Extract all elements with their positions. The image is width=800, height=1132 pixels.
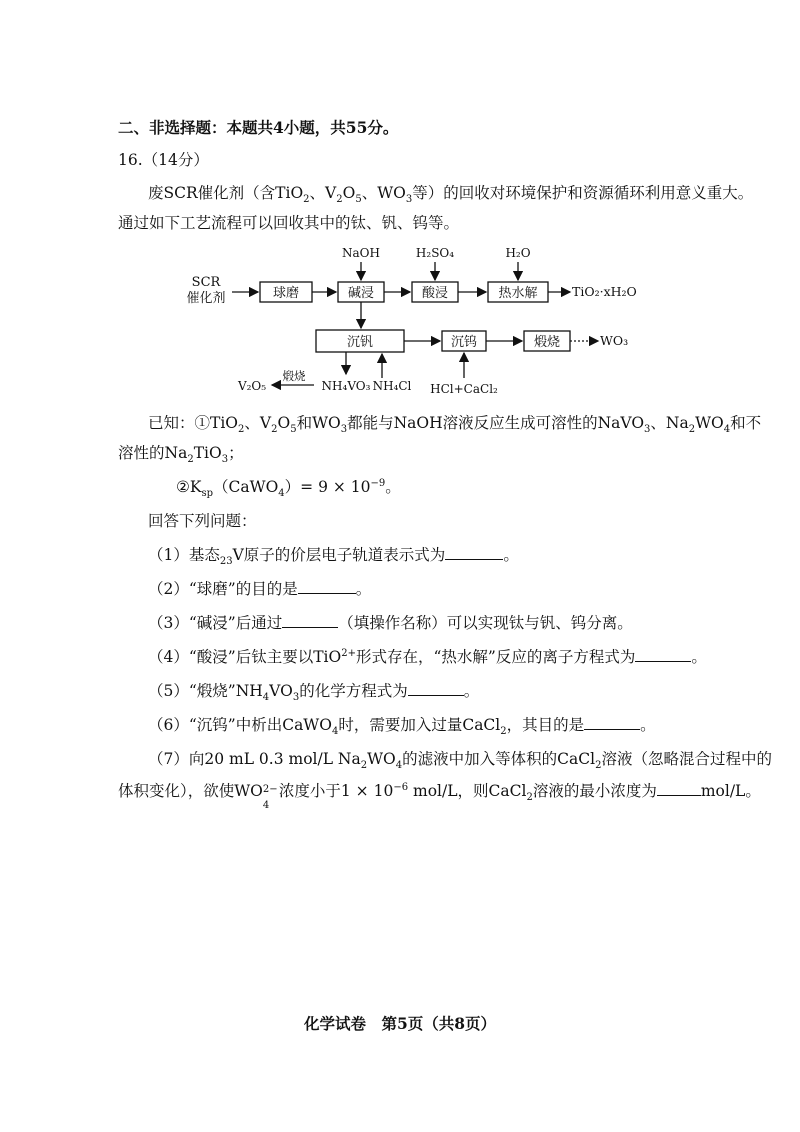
product-tio2: TiO₂·xH₂O [572,284,637,299]
answer-blank-2[interactable] [298,579,356,594]
section-title: 二、非选择题：本题共4小题，共55分。 [118,118,399,137]
label-alkali-leach: 碱浸 [347,286,375,301]
answer-blank-6[interactable] [584,715,640,730]
process-flow-diagram [170,240,650,400]
feed-label-1: SCR [191,275,221,290]
answer-prompt: 回答下列问题： [148,512,257,530]
answer-blank-1[interactable] [445,545,503,560]
label-precip-w: 沉钨 [450,335,478,350]
item-1: （1）基态$_{23}$V原子的价层电子轨道表示式为 。 [148,546,519,568]
item-4: （4）“酸浸”后钛主要以TiO$^{2+}$形式存在，“热水解”反应的离子方程式为 。 [148,647,707,666]
known-line-1: 已知：①TiO$_2$、$V_2O_5$和$WO_3$都能与NaOH溶液反应生成可溶性的NaVO$_3$、$Na_2WO_4$和不 [148,414,762,436]
answer-blank-4[interactable] [635,647,691,662]
answer-blank-3[interactable] [282,613,338,628]
item-3: （3）“碱浸”后通过 （填操作名称）可以实现钛与钒、钨分离。 [148,614,633,632]
label-hydrolysis: 热水解 [498,286,538,301]
product-v2o5: V₂O₅ [237,379,267,393]
intro-line-1: 废SCR催化剂（含TiO$_2$、$V_2O_5$、$WO_3$等）的回收对环境保护和资源循环利用意义重大。 [148,184,754,206]
label-acid-leach: 酸浸 [421,286,449,301]
product-wo3: WO₃ [600,333,629,348]
item-6: （6）“沉钨”中析出CaWO$_4$时，需要加入过量CaCl$_2$，其目的是 。 [148,716,656,738]
answer-blank-5[interactable] [408,681,464,696]
item-2: （2）“球磨”的目的是 。 [148,580,372,598]
reagent-nh4cl: NH₄Cl [372,379,412,393]
product-nh4vo3: NH₄VO₃ [321,379,371,393]
page-footer: 化学试卷 第5页（共8页） [303,1014,497,1033]
label-calcine-v: 煅烧 [282,369,306,383]
intro-line-2: 通过如下工艺流程可以回收其中的钛、钒、钨等。 [118,214,460,232]
reagent-h2so4: H₂SO₄ [415,246,455,260]
known-line-2: 溶性的$Na_2TiO_3$； [118,444,244,466]
ksp-line: $②K_{sp}(CaWO_4)= 9 \times 10^{-9}$。 [176,477,401,500]
item-7-line-2: 体积变化），欲使WO 2− 4 浓度小于$1 \times 10^{-6}$ mol/L，则CaCl$_2$溶液的最小浓度为 mol/L。 [118,781,761,811]
reagent-hcl-cacl2: HCl+CaCl₂ [430,382,498,396]
question-number: 16.（14分） [118,151,209,169]
label-ball-mill: 球磨 [272,286,300,301]
label-calcine: 煅烧 [533,335,561,350]
answer-blank-7[interactable] [657,781,701,796]
item-7-line-1: （7）向20 mL 0.3 mol/L $Na_2WO_4$的滤液中加入等体积的CaCl$_2$溶液（忽略混合过程中的 [148,750,772,772]
reagent-h2o: H₂O [505,246,531,260]
item-5: （5）“煅烧$”NH_4VO_3$的化学方程式为 。 [148,682,480,704]
reagent-naoh: NaOH [342,246,380,260]
feed-label-2: 催化剂 [186,291,226,306]
label-precip-v: 沉钒 [346,335,374,350]
